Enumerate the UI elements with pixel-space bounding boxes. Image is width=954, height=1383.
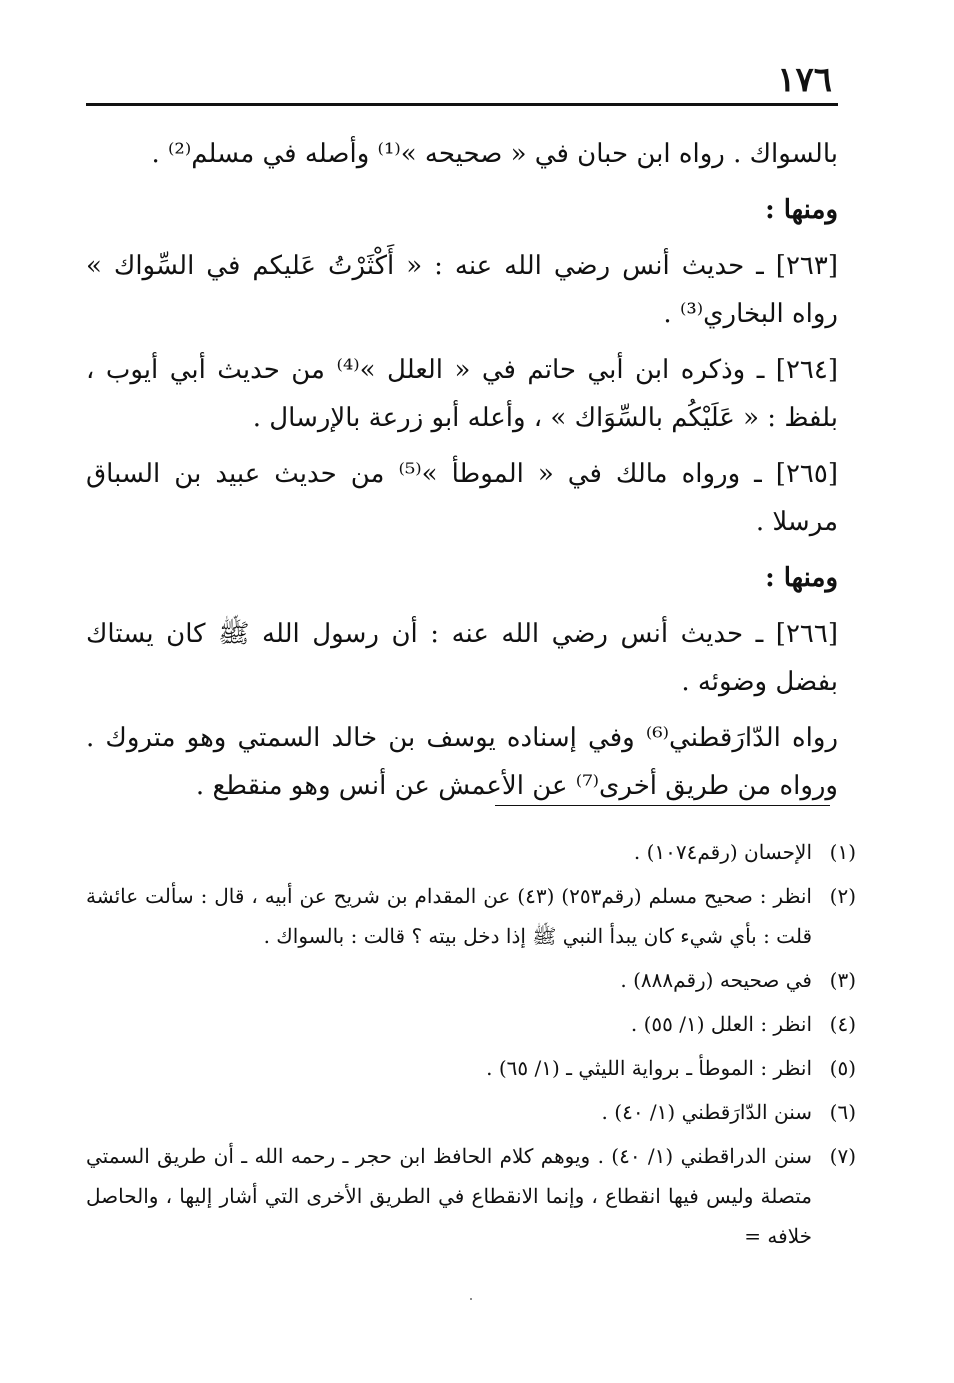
footnote <box>86 1048 856 1088</box>
footnote <box>86 832 856 872</box>
hadith-266: [٢٦٦] ـ حديث أنس رضي الله عنه : أن رسول الله ﷺ كان يستاك بفضل وضوئه . <box>86 619 838 697</box>
footnote-text: في صحيحه (رقم٨٨٨) . <box>620 968 812 992</box>
header-rule <box>86 103 838 106</box>
scan-speck <box>470 1298 472 1300</box>
footnote-number: (٣) <box>829 968 856 992</box>
footnote-text: سنن الدّارَقطني (١/ ٤٠) . <box>601 1100 812 1124</box>
footnote <box>86 876 856 956</box>
footnote-number: (٥) <box>829 1056 856 1080</box>
hadith-263: [٢٦٣] ـ حديث أنس رضي الله عنه : « أَكْثَرْتُ عَليكم في السِّواك » رواه البخاري⁽³⁾ . <box>86 251 838 329</box>
footnote-number: (٦) <box>829 1100 856 1124</box>
main-text <box>86 126 838 818</box>
opening-line: بالسواك . رواه ابن حبان في « صحيحه »⁽¹⁾ وأصله في مسلم⁽²⁾ . <box>151 139 838 169</box>
footnote-text: سنن الدراقطني (١/ ٤٠) . ويوهم كلام الحافظ ابن حجر ـ رحمه الله ـ أن طريق السمتي متصلة وليس فيها انقطاع ، وإنما الانقطاع في الطريق الأخرى التي أشار إليها ، والحاصل خلافه = <box>86 1144 812 1248</box>
section-heading: ومنها : <box>765 563 838 593</box>
footnote <box>86 960 856 1000</box>
section-heading: ومنها : <box>765 195 838 225</box>
footnote-text: انظر : العلل (١/ ٥٥) . <box>630 1012 812 1036</box>
hadith-264: [٢٦٤] ـ وذكره ابن أبي حاتم في « العلل »⁽⁴⁾ من حديث أبي أيوب ، بلفظ : « عَلَيْكُم بالسِّوَاك » ، وأعله أبو زرعة بالإرسال . <box>86 355 838 433</box>
footnote-number: (٤) <box>829 1012 856 1036</box>
footnote <box>86 1136 856 1256</box>
footnote-text: الإحسان (رقم١٠٧٤) . <box>633 840 812 864</box>
footnote-number: (١) <box>829 840 856 864</box>
footnote-text: انظر : صحيح مسلم (رقم٢٥٣) (٤٣) عن المقدام بن شريح عن أبيه ، قال : سألت عائشة قلت : بأي شيء كان يبدأ النبي ﷺ إذا دخل بيته ؟ قالت : بالسواك . <box>86 884 812 948</box>
page-number: ١٧٦ <box>777 60 832 100</box>
footnote <box>86 1092 856 1132</box>
hadith-265: [٢٦٥] ـ ورواه مالك في « الموطأ »⁽⁵⁾ من حديث عبيد بن السباق مرسلا . <box>86 459 838 537</box>
closing-paragraph: رواه الدّارَقطني⁽⁶⁾ وفي إسناده يوسف بن خالد السمتي وهو متروك . ورواه من طريق أخرى⁽⁷⁾ عن الأعمش عن أنس وهو منقطع . <box>86 723 839 801</box>
footnote-text: انظر : الموطأ ـ برواية الليثي ـ (١/ ٦٥) . <box>486 1056 812 1080</box>
footnotes <box>86 832 856 1260</box>
footnote-number: (٧) <box>829 1144 856 1168</box>
footnote-number: (٢) <box>829 884 856 908</box>
footnote-rule <box>495 805 830 806</box>
footnote <box>86 1004 856 1044</box>
